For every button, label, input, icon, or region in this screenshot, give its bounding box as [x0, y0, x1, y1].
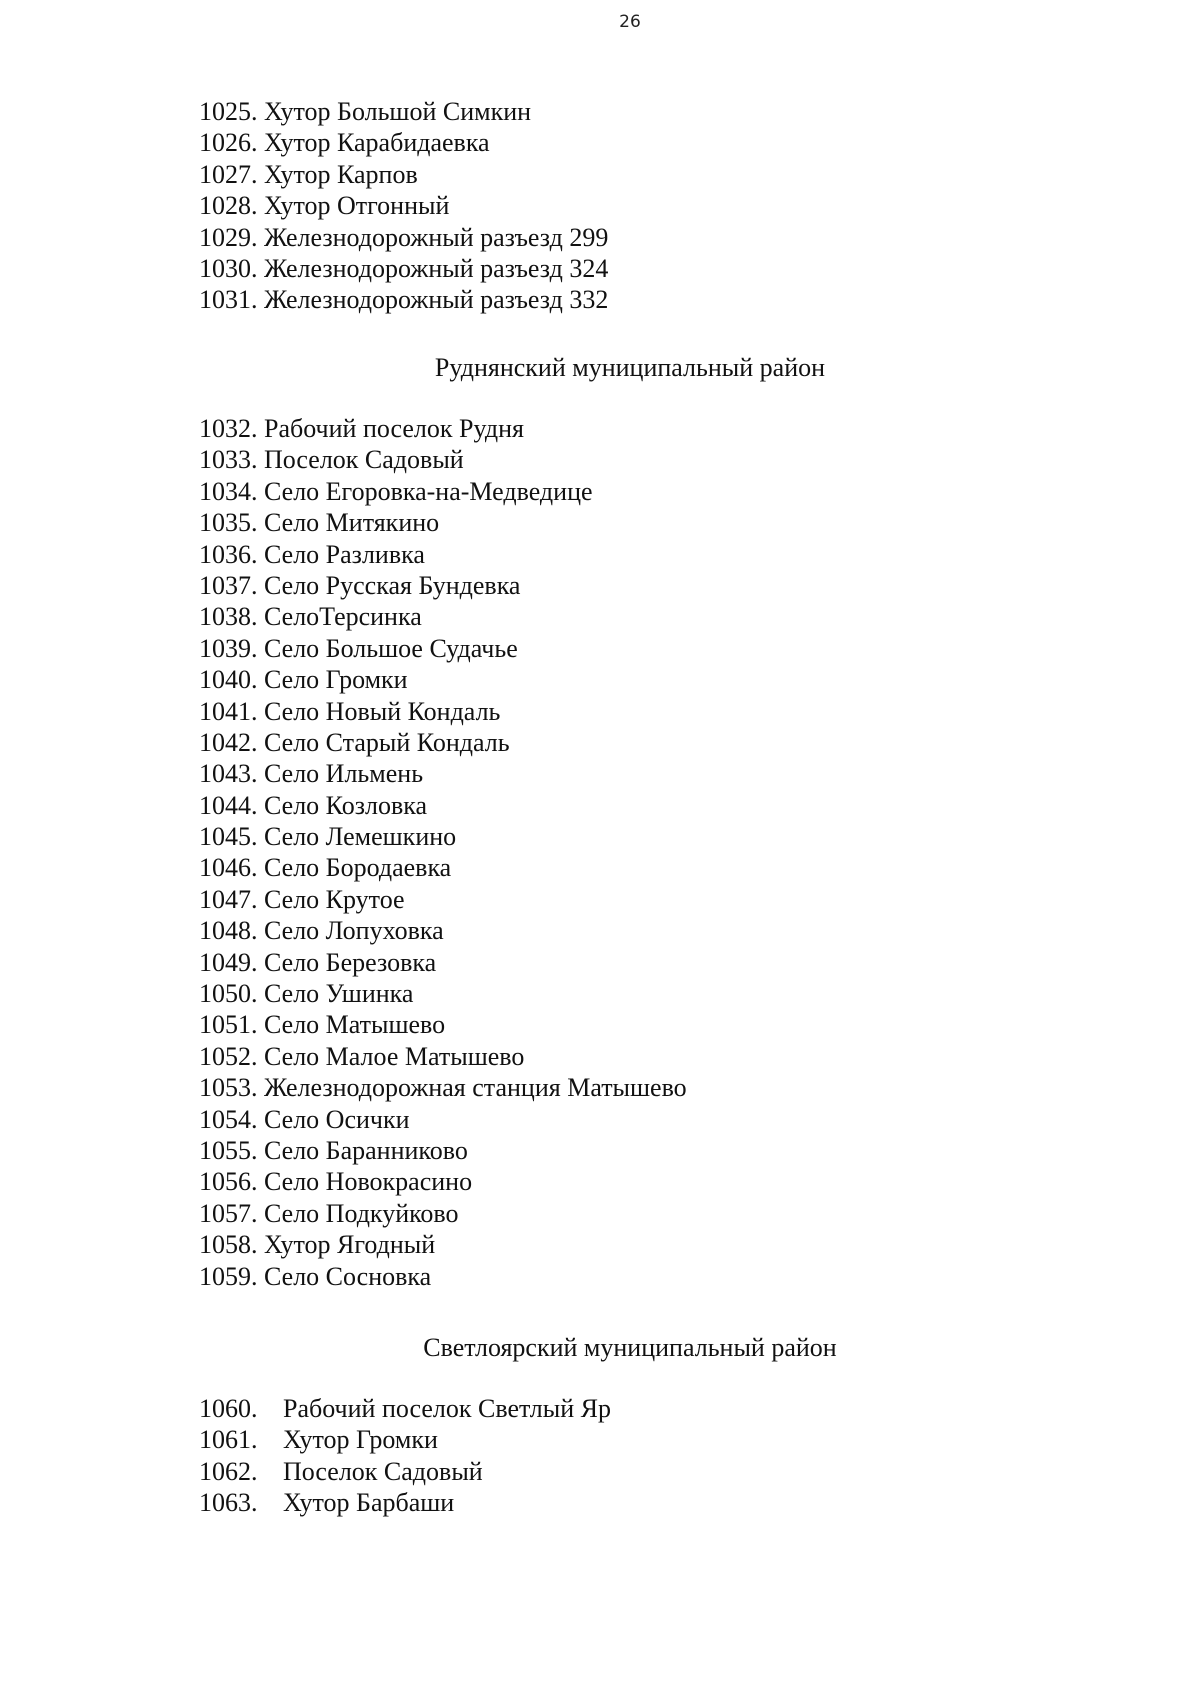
- section-title-svetly-yar: Светлоярский муниципальный район: [423, 1333, 837, 1362]
- item-name: Село Лемешкино: [264, 822, 457, 852]
- item-number: 1036.: [199, 539, 258, 569]
- item-number: 1035.: [199, 508, 258, 538]
- item-name: Село Большое Судачье: [264, 633, 518, 663]
- item-number: 1032.: [199, 414, 258, 443]
- item-name: Село Осички: [264, 1104, 410, 1134]
- item-name: Железнодорожный разъезд 332: [264, 285, 609, 315]
- item-number: 1042.: [199, 727, 258, 757]
- item-name: Хутор Громки: [283, 1425, 438, 1455]
- item-name: Хутор Большой Симкин: [264, 97, 532, 126]
- item-name: СелоТерсинка: [264, 602, 422, 632]
- list-item: [199, 222, 1199, 253]
- item-name: Хутор Ягодный: [264, 1230, 436, 1260]
- item-name: Село Митякино: [264, 508, 440, 538]
- item-number: 1029.: [199, 222, 258, 252]
- list-item: [199, 727, 1199, 758]
- item-name: Село Матышево: [264, 1010, 446, 1040]
- list-item: [199, 601, 1199, 632]
- section-title-rudnya: Руднянский муниципальный район: [434, 353, 826, 382]
- item-number: 1043.: [199, 759, 258, 789]
- list-item: [199, 1229, 1199, 1260]
- item-number: 1047.: [199, 884, 258, 914]
- item-name: Поселок Садовый: [264, 445, 464, 475]
- item-number: 1048.: [199, 916, 258, 946]
- list-item: [199, 444, 1199, 475]
- item-name: Рабочий поселок Рудня: [264, 414, 524, 443]
- item-number: 1054.: [199, 1104, 258, 1134]
- item-name: Хутор Барбаши: [283, 1488, 455, 1518]
- item-name: Село Ильмень: [264, 759, 424, 789]
- item-number: 1053.: [199, 1073, 258, 1103]
- list-item: [199, 884, 1199, 915]
- item-name: Железнодорожный разъезд 324: [264, 253, 609, 283]
- list-item: [199, 1456, 1199, 1487]
- page-number: 26: [619, 12, 641, 32]
- item-name: Село Березовка: [264, 947, 437, 977]
- item-name: Хутор Карпов: [264, 159, 418, 189]
- item-name: Железнодорожная станция Матышево: [264, 1073, 687, 1103]
- list-item: [199, 915, 1199, 946]
- item-name: Село Малое Матышево: [264, 1041, 525, 1071]
- item-number: 1050.: [199, 979, 258, 1009]
- list-item: [199, 253, 1199, 284]
- item-name: Село Ушинка: [264, 979, 414, 1009]
- item-name: Железнодорожный разъезд 299: [264, 222, 609, 252]
- item-number: 1045.: [199, 822, 258, 852]
- item-number: 1046.: [199, 853, 258, 883]
- list-item: [199, 190, 1199, 221]
- list-item: [199, 821, 1199, 852]
- list-item: [199, 758, 1199, 789]
- list-item: [199, 1166, 1199, 1197]
- list-item: [199, 1041, 1199, 1072]
- item-name: Село Сосновка: [264, 1261, 432, 1291]
- list-item: [199, 1487, 1199, 1518]
- item-number: 1025.: [199, 97, 258, 126]
- item-number: 1055.: [199, 1135, 258, 1165]
- item-number: 1031.: [199, 285, 258, 315]
- settlement-list-1: [199, 96, 1199, 316]
- list-item: [199, 1135, 1199, 1166]
- list-item: [199, 507, 1199, 538]
- list-item: [199, 852, 1199, 883]
- item-name: Хутор Отгонный: [264, 191, 450, 221]
- list-item: [199, 1261, 1199, 1292]
- item-name: Хутор Карабидаевка: [264, 128, 490, 158]
- item-name: Село Лопуховка: [264, 916, 444, 946]
- item-name: Село Старый Кондаль: [264, 727, 510, 757]
- item-number: 1051.: [199, 1010, 258, 1040]
- item-number: 1034.: [199, 476, 258, 506]
- item-number: 1049.: [199, 947, 258, 977]
- item-number: 1030.: [199, 253, 258, 283]
- list-item: [199, 570, 1199, 601]
- item-name: Село Козловка: [264, 790, 428, 820]
- list-item: [199, 476, 1199, 507]
- list-item: [199, 664, 1199, 695]
- list-item: [199, 96, 1199, 127]
- item-number: 1060.: [199, 1394, 258, 1423]
- item-number: 1040.: [199, 665, 258, 695]
- item-name: Село Подкуйково: [264, 1198, 459, 1228]
- item-number: 1033.: [199, 445, 258, 475]
- list-item: [199, 1393, 1199, 1424]
- item-number: 1027.: [199, 159, 258, 189]
- item-number: 1038.: [199, 602, 258, 632]
- item-name: Село Егоровка-на-Медведице: [264, 476, 593, 506]
- list-item: [199, 633, 1199, 664]
- list-item: [199, 790, 1199, 821]
- item-number: 1052.: [199, 1041, 258, 1071]
- list-item: [199, 1009, 1199, 1040]
- item-number: 1028.: [199, 191, 258, 221]
- list-item: [199, 1198, 1199, 1229]
- list-item: [199, 413, 1199, 444]
- item-number: 1058.: [199, 1230, 258, 1260]
- item-name: Село Русская Бундевка: [264, 570, 521, 600]
- item-number: 1039.: [199, 633, 258, 663]
- list-item: [199, 978, 1199, 1009]
- item-number: 1037.: [199, 570, 258, 600]
- item-number: 1044.: [199, 790, 258, 820]
- list-item: [199, 696, 1199, 727]
- list-item: [199, 127, 1199, 158]
- item-number: 1057.: [199, 1198, 258, 1228]
- list-item: [199, 284, 1199, 315]
- item-name: Село Баранниково: [264, 1135, 468, 1165]
- item-name: Село Разливка: [264, 539, 425, 569]
- list-item: [199, 159, 1199, 190]
- settlement-list-svetly-yar: [199, 1393, 1199, 1519]
- list-item: [199, 1424, 1199, 1455]
- list-item: [199, 539, 1199, 570]
- item-name: Село Бородаевка: [264, 853, 452, 883]
- list-item: [199, 1072, 1199, 1103]
- item-number: 1041.: [199, 696, 258, 726]
- item-number: 1062.: [199, 1456, 258, 1486]
- list-item: [199, 1104, 1199, 1135]
- item-number: 1056.: [199, 1167, 258, 1197]
- item-name: Село Новый Кондаль: [264, 696, 501, 726]
- item-name: Поселок Садовый: [283, 1456, 483, 1486]
- list-item: [199, 947, 1199, 978]
- item-number: 1061.: [199, 1425, 258, 1455]
- item-name: Село Громки: [264, 665, 408, 695]
- item-name: Село Новокрасино: [264, 1167, 473, 1197]
- item-name: Рабочий поселок Светлый Яр: [283, 1394, 611, 1423]
- item-number: 1059.: [199, 1261, 258, 1291]
- settlement-list-rudnya: [199, 413, 1199, 1292]
- item-name: Село Крутое: [264, 884, 405, 914]
- item-number: 1026.: [199, 128, 258, 158]
- item-number: 1063.: [199, 1488, 258, 1518]
